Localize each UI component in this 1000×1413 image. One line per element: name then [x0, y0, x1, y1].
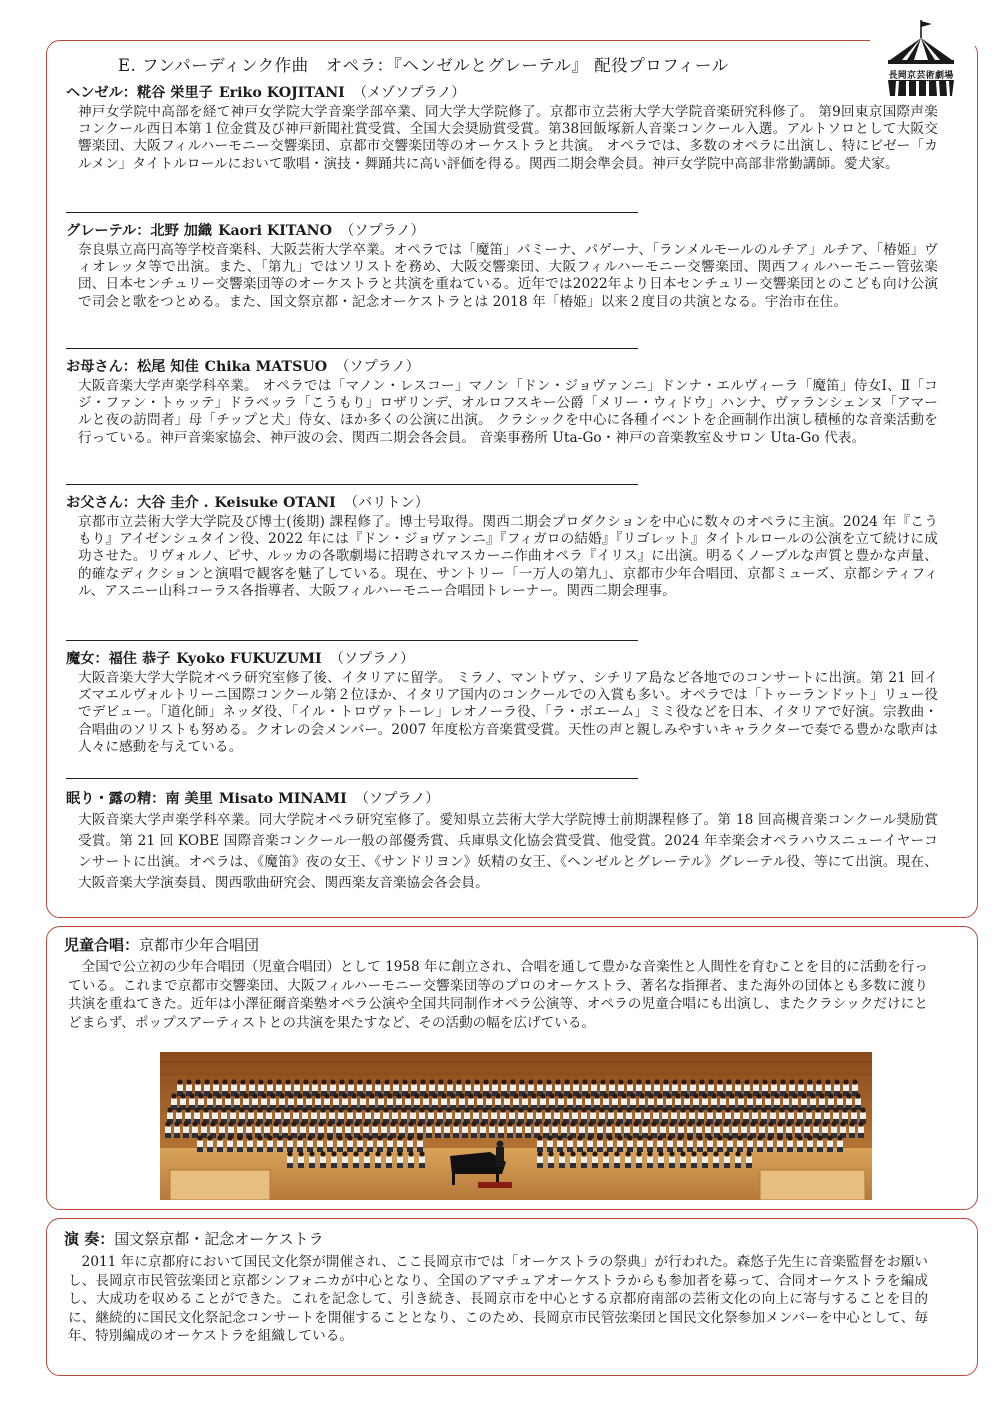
profile-gretel — [62, 220, 938, 311]
profile-heading — [66, 356, 938, 376]
profile-heading — [66, 82, 938, 102]
divider — [66, 778, 638, 779]
singer-name: 北野 加織 — [150, 223, 213, 239]
singer-name: 南 美里 — [165, 791, 213, 807]
role-label: お母さん： — [66, 359, 137, 375]
choir-name: 京都市少年合唱団 — [139, 936, 260, 954]
singer-name: 大谷 圭介 . — [136, 495, 209, 511]
singer-name: 福住 恭子 — [108, 651, 171, 667]
voice-type: （ソプラノ） — [354, 791, 440, 807]
voice-type: （ソプラノ） — [329, 651, 415, 667]
singer-name-en: Chika MATSUO — [204, 359, 328, 375]
profile-bio: 大阪音楽大学大学院オペラ研究室修了後、イタリアに留学。 ミラノ、マントヴァ、シチリア島など各地でのコンサートに出演。第 21 回イズマエルヴォルトリーニ国際コンクール第２位ほか、イタリア国内のコンクールでの入賞も多い。オペラでは「トゥーランドット」リュー役でデビュー。「道化師」ネッダ役、「イル・トロヴァトーレ」レオノーラ役、「ラ・ボエーム」ミミ役などを日本、イタリアで好演。宗教曲・合唱曲のソリストも努める。クオレの会メンバー。2007 年度松方音楽賞受賞。天性の声と親しみやすいキャラクターで奏でる豊かな歌声は人々に感動を与えている。 — [78, 670, 938, 755]
choir-description: 全国で公立初の少年合唱団（児童合唱団）として 1958 年に創立され、合唱を通して豊かな音楽性と人間性を育むことを目的に活動を行っている。これまで京都市交響楽団、大阪フィルハーモニー交響楽団等のプロのオーケストラ、著名な指揮者、また海外の団体とも多数に渡り共演を重ねてきた。近年は小澤征爾音楽塾オペラ公演や全国共同制作オペラ公演等、オペラの児童合唱にも出演し、またクラシックだけにとどまらず、ポップスアーティストとの共演を果たすなど、その活動の幅を広げている。 — [68, 959, 928, 1031]
profile-sandman — [62, 788, 938, 894]
profile-father — [62, 492, 938, 600]
role-label: ヘンゼル： — [66, 85, 137, 101]
profile-heading — [66, 492, 938, 512]
choir-heading — [64, 934, 259, 955]
choir-heading-label: 児童合唱： — [64, 936, 140, 954]
profile-bio: 神戸女学院中高部を経て神戸女学院大学音楽学部卒業、同大学大学院修了。京都市立芸術大学大学院音楽研究科修了。 第9回東京国際声楽コンクール西日本第１位金賞及び神戸新聞社賞受賞、全国大会奨励賞受賞。第38回飯塚新人音楽コンクール入選。アルトソロとして大阪交響楽団、大阪フィルハーモニー交響楽団、京都市交響楽団等のオーケストラと共演。 オペラでは、多数のオペラに出演し、特にビゼー「カルメン」タイトルロールにおいて歌唱・演技・舞踊共に高い評価を得る。関西二期会準会員。神戸女学院中高部非常勤講師。愛犬家。 — [78, 104, 938, 172]
profile-mother — [62, 356, 938, 447]
voice-type: （ソプラノ） — [335, 359, 420, 375]
role-label: 眠り・露の精： — [66, 791, 166, 807]
singer-name-en: Kyoko FUKUZUMI — [176, 651, 322, 667]
singer-name-en: Keisuke OTANI — [214, 495, 336, 511]
divider — [66, 640, 638, 641]
orchestra-description: 2011 年に京都府において国民文化祭が開催され、ここ長岡京市では「オーケストラの祭典」が行われた。森悠子先生に音楽監督をお願いし、長岡京市民管弦楽団と京都シンフォニカが中心となり、全国のアマチュアオーケストラからも参加者を募って、合同オーケストラを編成し、大成功を収めることができた。これを記念して、引き続き、長岡京市を中心とする京都府南部の芸術文化の向上に寄与することを目的に、継続的に国民文化祭記念コンサートを開催することとなり、このため、長岡京市民管弦楽団と国民文化祭参加メンバーを中心として、毎年、特別編成のオーケストラを組織している。 — [68, 1254, 928, 1345]
profile-heading — [66, 220, 938, 240]
profile-bio: 大阪音楽大学声楽学科卒業。同大学院オペラ研究室修了。愛知県立芸術大学大学院博士前期課程修了。第 18 回高槻音楽コンクール奨励賞受賞。第 21 回 KOBE 国際音楽コンクール一般の部優秀賞、兵庫県文化協会賞受賞、他受賞。2024 年幸楽会オペラハウスニューイヤーコンサートに出演。オペラは、《魔笛》夜の女王、《サンドリヨン》妖精の女王、《ヘンゼルとグレーテル》グレーテル役、等にて出演。現在、大阪音楽大学演奏員、関西歌曲研究会、関西楽友音楽協会各会員。 — [78, 812, 938, 891]
singer-name: 松尾 知佳 — [136, 359, 199, 375]
choir-concert-photo — [160, 1052, 872, 1200]
singer-name-en: Kaori KITANO — [218, 223, 332, 239]
profile-hansel — [62, 82, 938, 173]
profile-bio: 大阪音楽大学声楽学科卒業。 オペラでは「マノン・レスコー」マノン「ドン・ジョヴァンニ」ドンナ・エルヴィーラ「魔笛」侍女Ⅰ、Ⅱ「コジ・ファン・トゥッテ」ドラベッラ「こうもり」ロザリンデ、オルロフスキー公爵「メリー・ウィドウ」ハンナ、ヴァランシェンヌ「アマールと夜の訪問者」母「チップと犬」侍女、ほか多くの公演に出演。 クラシックを中心に各種イベントを企画制作出演し積極的な音楽活動を行っている。神戸音楽家協会、神戸波の会、関西二期会各会員。 音楽事務所 Uta-Go・神戸の音楽教室＆サロン Uta-Go 代表。 — [78, 378, 938, 446]
profile-heading — [66, 788, 938, 808]
profile-witch — [62, 648, 938, 756]
voice-type: （バリトン） — [343, 495, 429, 511]
singer-name-en: Misato MINAMI — [218, 791, 347, 807]
profile-bio: 京都市立芸術大学大学院及び博士(後期) 課程修了。博士号取得。関西二期会プロダクションを中心に数々のオペラに主演。2024 年『こうもり』アイゼンシュタイン役、2022 年には『ドン・ジョヴァンニ』『フィガロの結婚』『リゴレット』タイトルロールの公演を立て続けに成功させた。リヴォルノ、ピサ、ルッカの各歌劇場に招聘されマスカーニ作曲オペラ『イリス』に出演。明るくノーブルな声質と豊かな声量、的確なディクションと演唱で観客を魅了している。現在、サントリー「一万人の第九」、京都市少年合唱団、京都ミューズ、京都シティフィル、アスニー山科コーラス各指導者、大阪フィルハーモニー合唱団トレーナー。関西二期会理事。 — [78, 514, 938, 599]
role-label: グレーテル： — [66, 223, 151, 239]
singer-name-en: Eriko KOJITANI — [218, 85, 345, 101]
role-label: 魔女： — [66, 651, 109, 667]
profile-bio: 奈良県立高円高等学校音楽科、大阪芸術大学卒業。オペラでは「魔笛」パミーナ、パゲーナ、「ランメルモールのルチア」ルチア、「椿姫」ヴィオレッタ等で出演。また、「第九」ではソリストを務め、大阪交響楽団、大阪フィルハーモニー交響楽団、関西フィルハーモニー管弦楽団、日本センチュリー交響楽団等のオーケストラと共演を重ねている。近年では2022年より日本センチュリー交響楽団とのこども向け公演で司会と歌をつとめる。また、国文祭京都・記念オーケストラとは 2018 年「椿姫」以来２度目の共演となる。宇治市在住。 — [78, 242, 938, 310]
divider — [66, 484, 638, 485]
orchestra-heading — [64, 1228, 324, 1249]
voice-type: （メゾソプラノ） — [352, 85, 466, 101]
theatre-logo-label: 長岡京芸術劇場 — [888, 71, 954, 81]
voice-type: （ソプラノ） — [340, 223, 425, 239]
orchestra-heading-label: 演 奏： — [64, 1230, 115, 1248]
orchestra-name: 国文祭京都・記念オーケストラ — [114, 1230, 324, 1248]
profile-heading — [66, 648, 938, 668]
divider — [66, 212, 638, 213]
page-title: E. フンパーディンク作曲 オペラ：『ヘンゼルとグレーテル』 配役プロフィール — [118, 56, 729, 75]
role-label: お父さん： — [66, 495, 137, 511]
divider — [66, 348, 638, 349]
singer-name: 糀谷 栄里子 — [136, 85, 213, 101]
